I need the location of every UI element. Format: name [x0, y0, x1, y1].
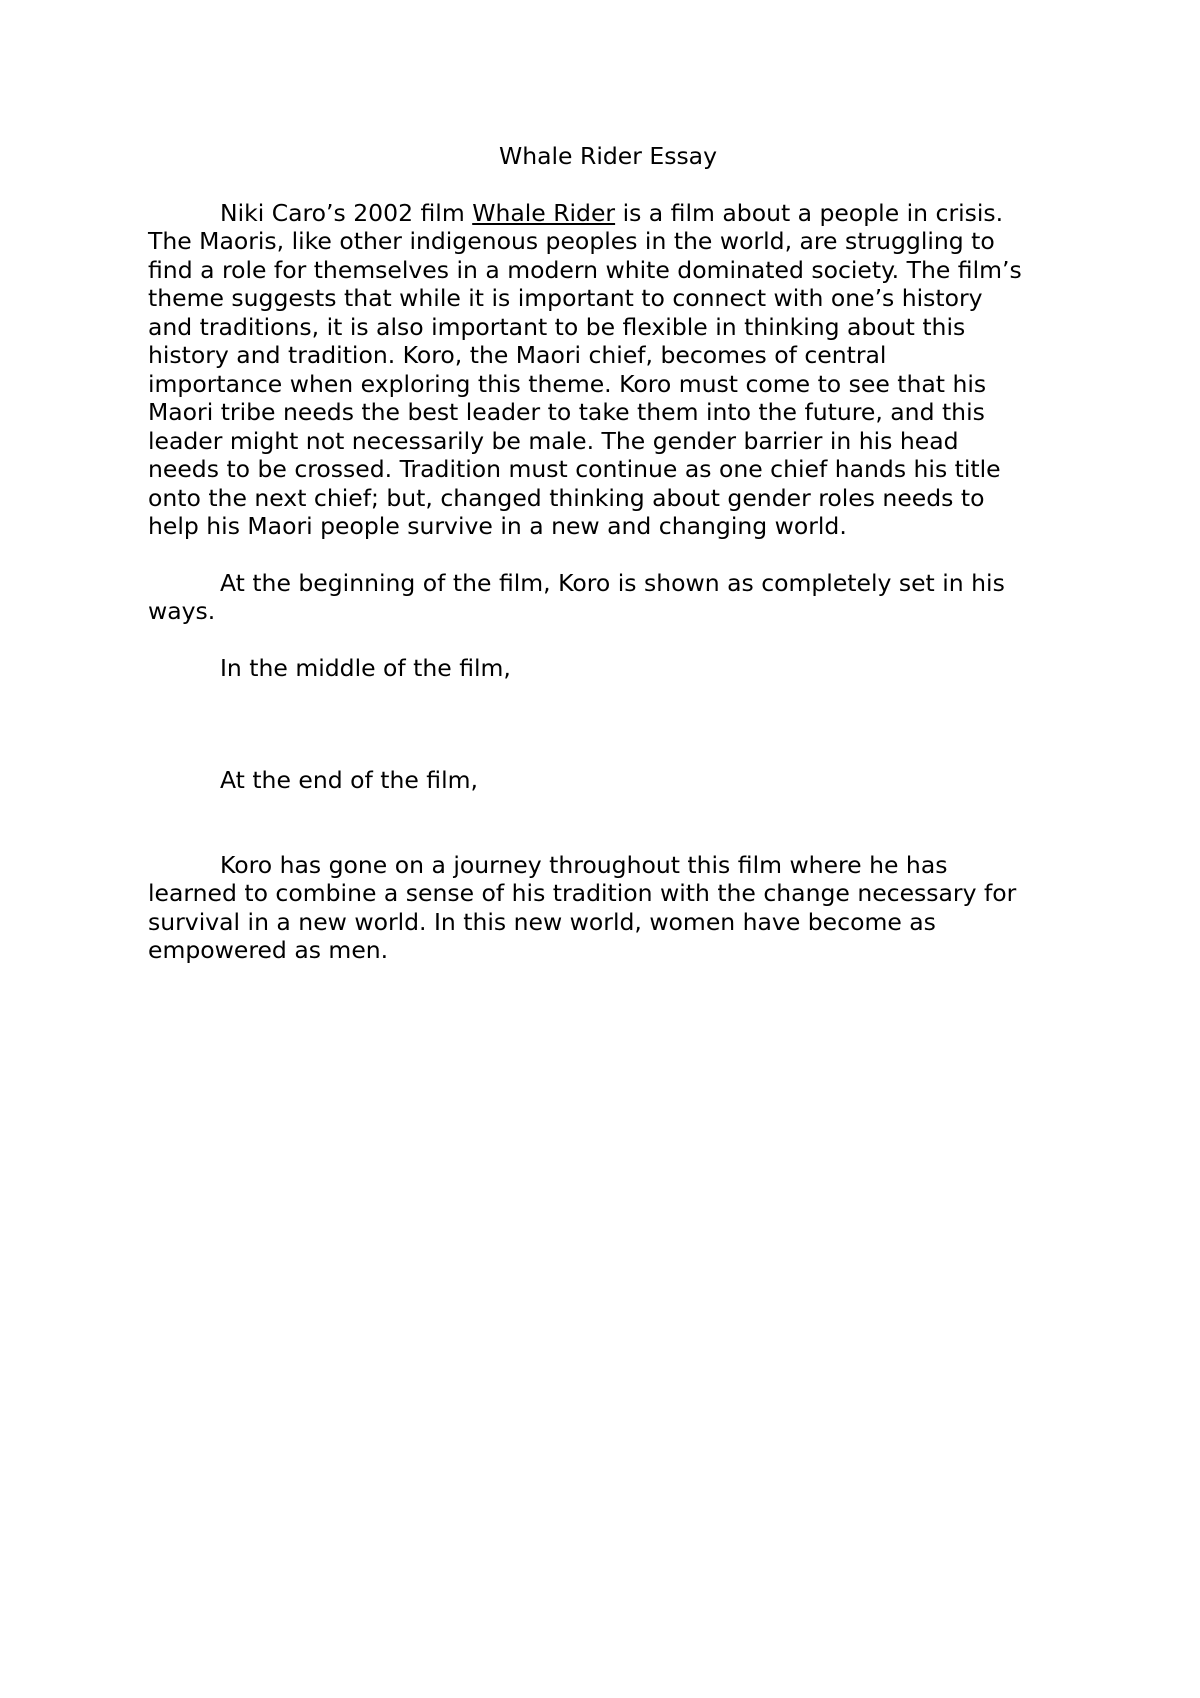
middle-line: In the middle of the film, [220, 653, 511, 682]
beginning-line-1: At the beginning of the film, Koro is shown as completely set in his [220, 568, 1005, 597]
intro-line: The Maoris, like other indigenous peoples in the world, are struggling to [148, 227, 995, 255]
conclusion-line-2: learned to combine a sense of his tradition with the change necessary for [148, 879, 1017, 907]
intro-line: help his Maori people survive in a new and changing world. [148, 512, 847, 540]
end-paragraph [148, 766, 1068, 795]
intro-line: find a role for themselves in a modern white dominated society. The film’s [148, 255, 1022, 284]
beginning-line-2: ways. [148, 597, 216, 625]
essay-title: Whale Rider Essay [499, 142, 717, 170]
blank-space [148, 710, 1068, 766]
film-title: Whale Rider [472, 198, 616, 227]
intro-line: and traditions, it is also important to be flexible in thinking about this [148, 312, 966, 341]
intro-line: Maori tribe needs the best leader to take them into the future, and this [148, 398, 985, 426]
conclusion-paragraph [148, 851, 1068, 965]
intro-line: onto the next chief; but, changed thinking about gender roles needs to [148, 483, 985, 512]
intro-line: importance when exploring this theme. Koro must come to see that his [148, 369, 987, 398]
conclusion-line-4: empowered as men. [148, 936, 389, 964]
beginning-paragraph [148, 569, 1068, 626]
end-line: At the end of the film, [220, 766, 478, 794]
intro-text-before-film: Niki Caro’s 2002 film [220, 198, 473, 227]
intro-line: history and tradition. Koro, the Maori chief, becomes of central [148, 341, 887, 369]
intro-line-1 [148, 199, 1068, 228]
intro-line: leader might not necessarily be male. The gender barrier in his head [148, 426, 959, 455]
intro-paragraph [148, 199, 1068, 541]
middle-paragraph [148, 654, 1068, 683]
conclusion-line-3: survival in a new world. In this new world, women have become as [148, 907, 936, 936]
blank-space [148, 823, 1068, 851]
intro-text-after-film: is a film about a people in crisis. [615, 198, 1004, 227]
document-body [148, 142, 1068, 993]
conclusion-line-1: Koro has gone on a journey throughout this film where he has [220, 850, 948, 879]
intro-line: theme suggests that while it is important to connect with one’s history [148, 284, 983, 312]
intro-line: needs to be crossed. Tradition must continue as one chief hands his title [148, 455, 1001, 483]
